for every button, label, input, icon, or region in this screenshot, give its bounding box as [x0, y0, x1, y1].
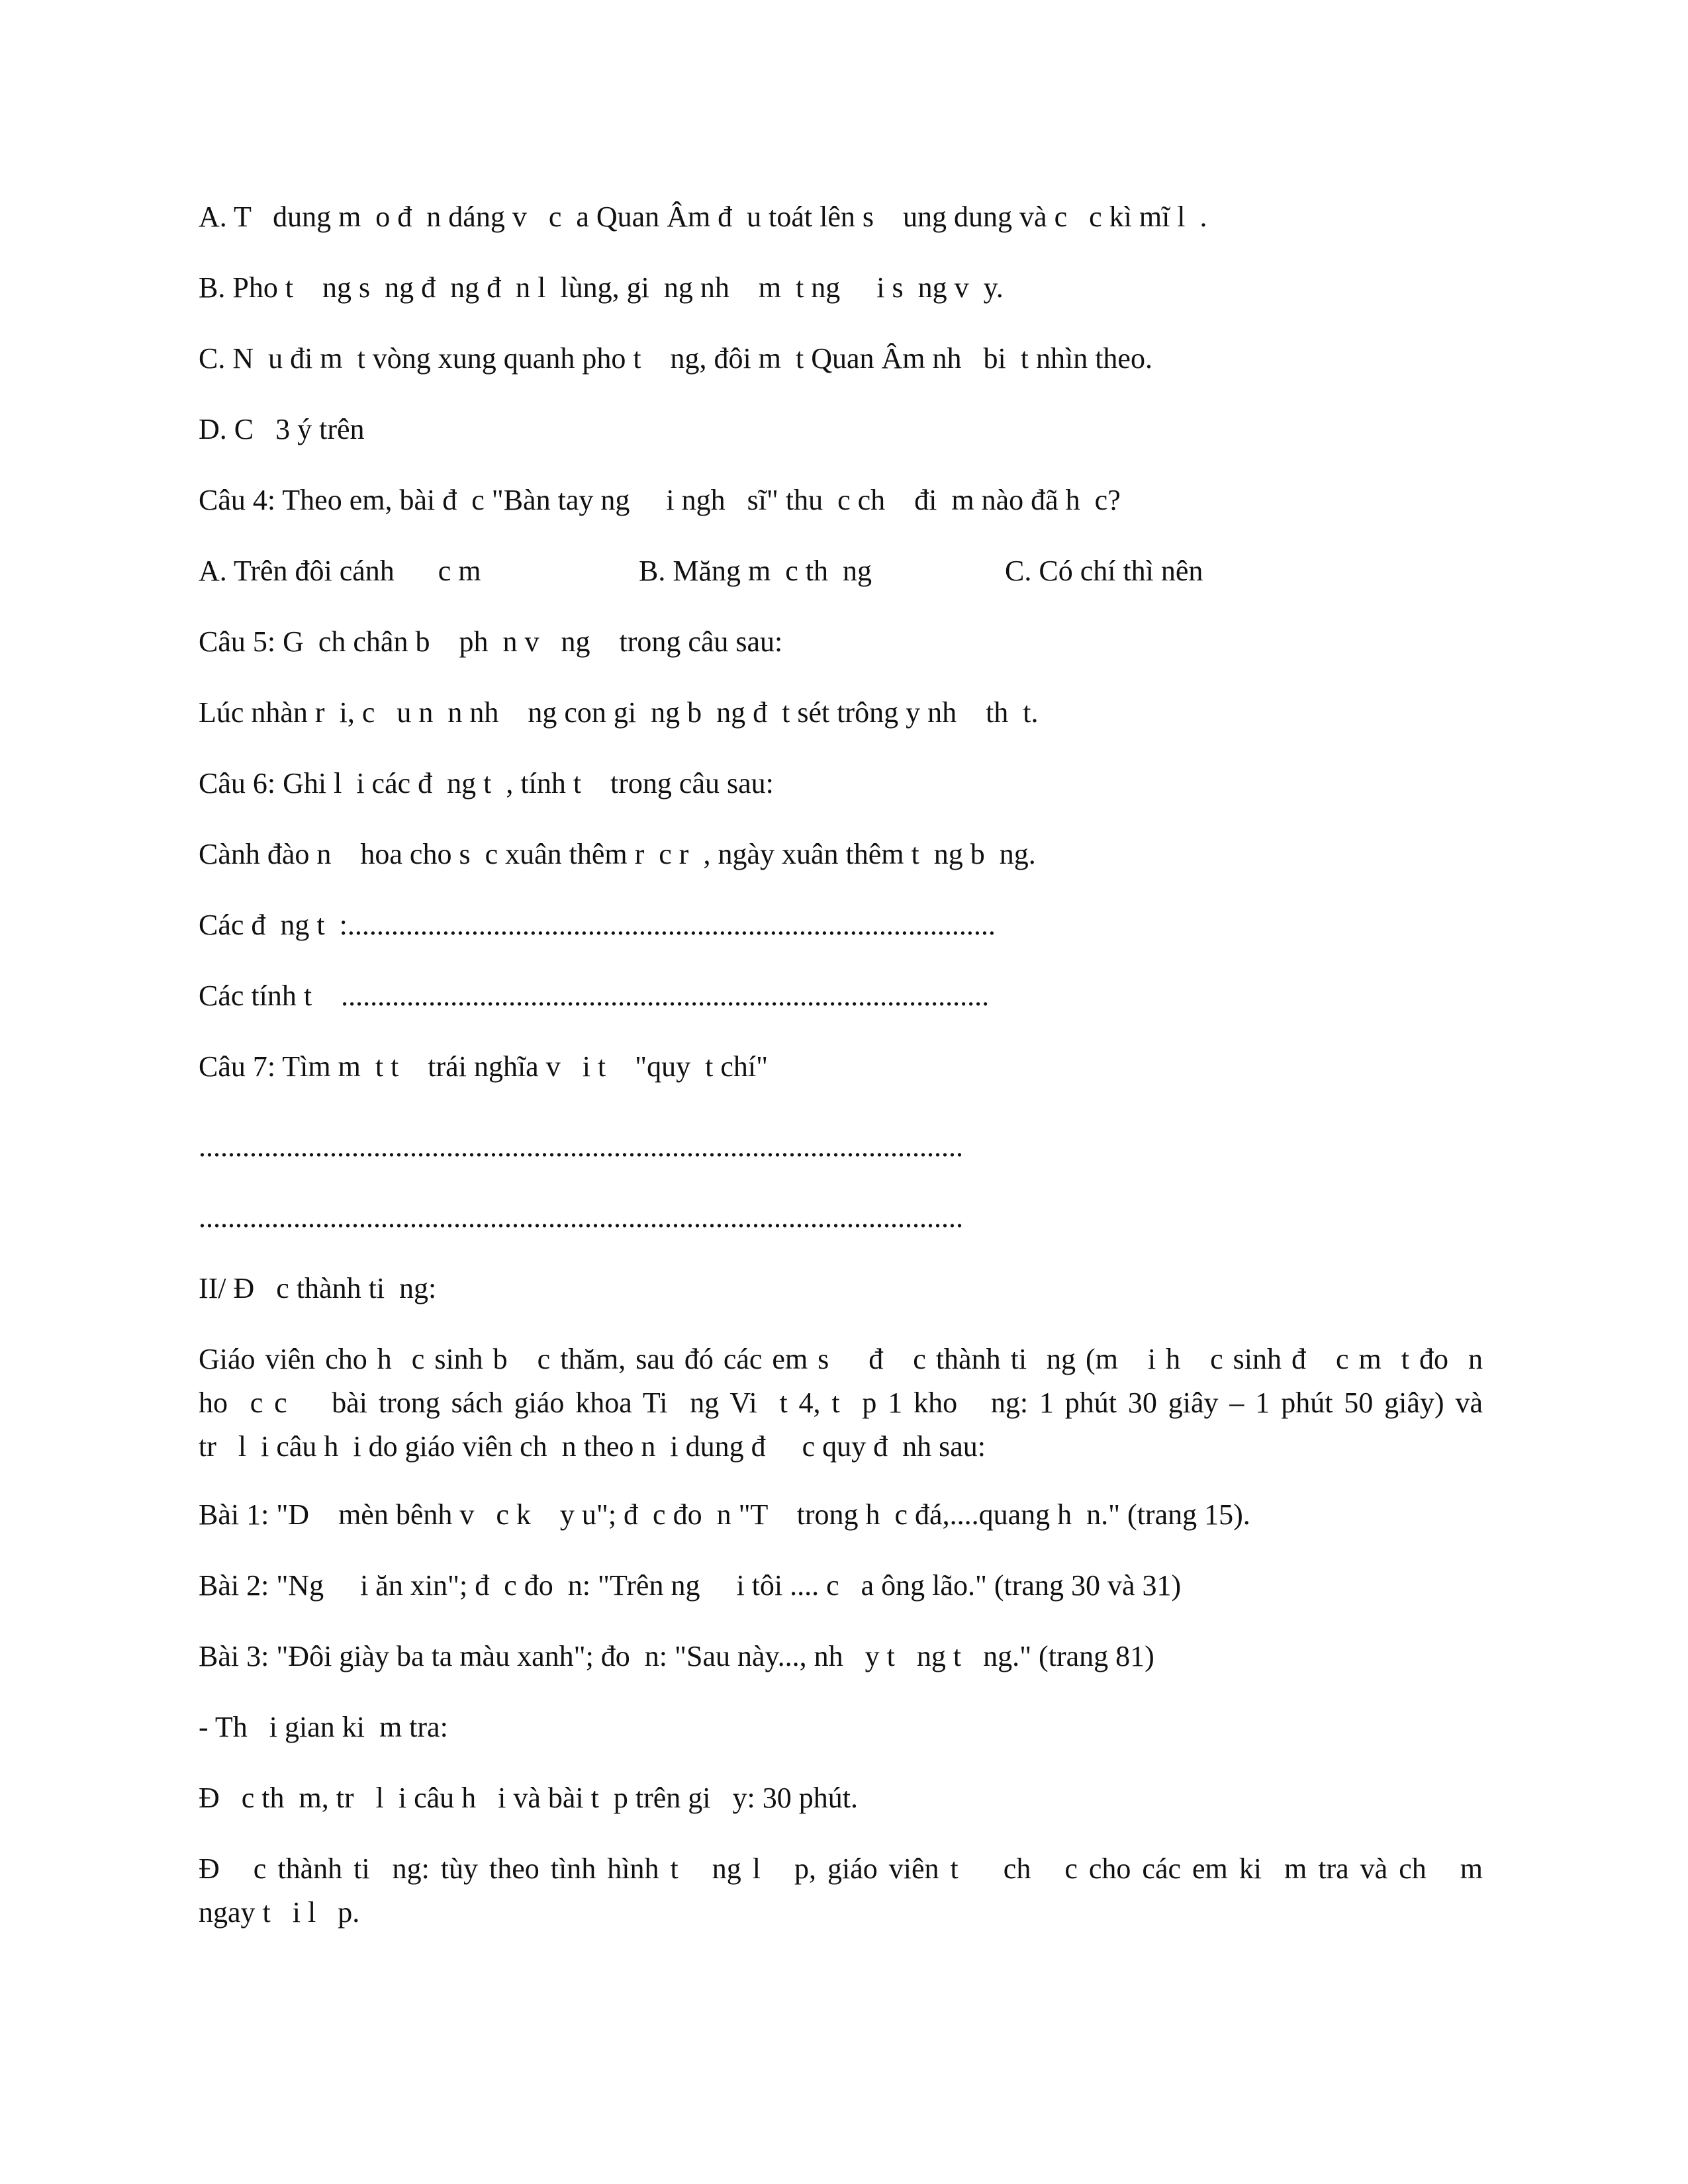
question5-text: Câu 5: G ch chân b ph n v ng trong câu sau:: [199, 625, 783, 658]
section2-heading: II/ Đ c thành ti ng:: [199, 1272, 437, 1304]
question3-option-a: A. T dung m o đ n dáng v c a Quan Âm đ u toát lên s ung dung và c c kì mĩ l .: [199, 201, 1207, 233]
oral-reading-paragraph: [199, 1847, 1483, 1934]
section2-intro-line: Giáo viên cho h c sinh b c thăm, sau đó các em s đ c thành ti ng (m i h c sinh đ c m t đo n: [199, 1343, 1483, 1375]
section2-intro-line: ho c c bài trong sách giáo khoa Ti ng Vi t 4, t p 1 kho ng: 1 phút 30 giây – 1 phút 50 giây) và: [199, 1387, 1483, 1419]
question5-sentence: Lúc nhàn r i, c u n n nh ng con gi ng b ng đ t sét trông y nh th t.: [199, 696, 1039, 729]
question7-text: Câu 7: Tìm m t t trái nghĩa v i t "quy t chí": [199, 1050, 769, 1083]
question6-sentence: Cành đào n hoa cho s c xuân thêm r c r , ngày xuân thêm t ng b ng.: [199, 838, 1036, 870]
question7-answer-line-2: .........................................................................................................: [199, 1201, 963, 1234]
question4-option-b: B. Măng m c th ng: [639, 555, 872, 587]
lesson-2: Bài 2: "Ng i ăn xin"; đ c đo n: "Trên ng i tôi .... c a ông lão." (trang 30 và 31): [199, 1569, 1182, 1602]
time-heading: - Th i gian ki m tra:: [199, 1711, 448, 1743]
question6-text: Câu 6: Ghi l i các đ ng t , tính t trong câu sau:: [199, 767, 774, 799]
question4-options: [199, 549, 1456, 593]
question4-option-c: C. Có chí thì nên: [1005, 555, 1203, 587]
question4-option-a: A. Trên đôi cánh c m: [199, 555, 481, 587]
question3-option-b: B. Pho t ng s ng đ ng đ n l lùng, gi ng nh m t ng i s ng v y.: [199, 271, 1004, 304]
section2-intro-paragraph: [199, 1338, 1483, 1469]
question7-answer-line-1: .........................................................................................................: [199, 1130, 963, 1163]
question3-option-d: D. C 3 ý trên: [199, 413, 365, 445]
oral-reading-line: Đ c thành ti ng: tùy theo tình hình t ng l p, giáo viên t ch c cho các em ki m tra và ch m: [199, 1852, 1483, 1885]
lesson-3: Bài 3: "Đôi giày ba ta màu xanh"; đo n: "Sau này..., nh y t ng t ng." (trang 81): [199, 1640, 1154, 1672]
question6-adjectives-line: Các tính t .........................................................................................: [199, 979, 990, 1012]
silent-reading-line: Đ c th m, tr l i câu h i và bài t p trên gi y: 30 phút.: [199, 1782, 858, 1814]
section2-intro-line: tr l i câu h i do giáo viên ch n theo n i dung đ c quy đ nh sau:: [199, 1430, 986, 1463]
question6-verbs-line: Các đ ng t :.........................................................................................: [199, 909, 996, 941]
oral-reading-line: ngay t i l p.: [199, 1896, 360, 1929]
lesson-1: Bài 1: "D mèn bênh v c k y u"; đ c đo n "T trong h c đá,....quang h n." (trang 15).: [199, 1498, 1250, 1531]
question4-text: Câu 4: Theo em, bài đ c "Bàn tay ng i ngh sĩ" thu c ch đi m nào đã h c?: [199, 484, 1121, 516]
question3-option-c: C. N u đi m t vòng xung quanh pho t ng, đôi m t Quan Âm nh bi t nhìn theo.: [199, 342, 1152, 375]
